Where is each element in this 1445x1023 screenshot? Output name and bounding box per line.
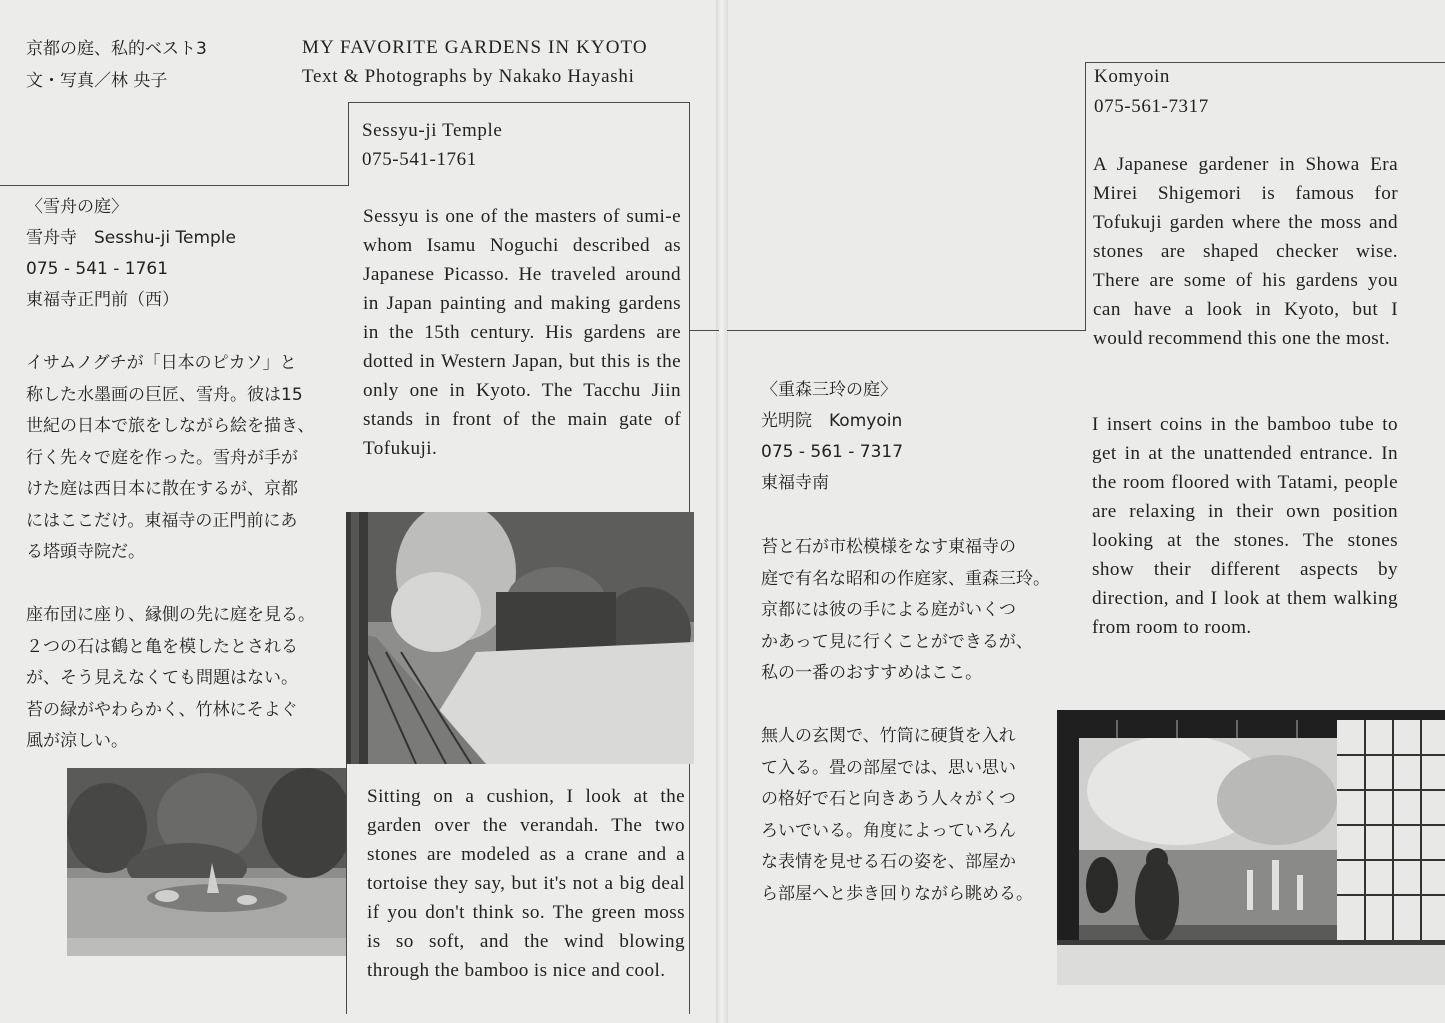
frame-line xyxy=(727,330,1085,331)
jp-series-title: 京都の庭、私的ベスト3 xyxy=(26,39,207,59)
frame-line xyxy=(689,330,719,331)
text-line: が、そう見えなくても問題はない。 xyxy=(26,668,298,688)
text-line: 風が涼しい。 xyxy=(26,731,128,751)
frame-line xyxy=(348,102,349,186)
text-line: 私の一番のおすすめはここ。 xyxy=(761,663,983,683)
en-credit: Text & Photographs by Nakako Hayashi xyxy=(302,66,635,87)
text-line: 行く先々で庭を作った。雪舟が手が xyxy=(26,447,298,468)
text-line: 称した水墨画の巨匠、雪舟。彼は15 xyxy=(26,384,303,405)
komyoin-en-para2: I insert coins in the bamboo tube to get in at the unattended entrance. In the room floored with Tatami, people are relaxing in their own position looking at the stones. The stones show their different aspects by direction, and I look at them walking from room to room. xyxy=(1092,414,1398,638)
text-line: 無人の玄関で、竹筒に硬貨を入れ xyxy=(761,726,1016,746)
komyoin-jp-heading: 〈重森三玲の庭〉 xyxy=(761,380,897,400)
sesshu-jp-heading: 〈雪舟の庭〉 xyxy=(26,197,128,217)
text-line: ろいでいる。角度によっていろん xyxy=(761,820,1016,841)
rock-garden-photo xyxy=(67,768,346,956)
komyoin-jp-name: 光明院 Komyoin xyxy=(761,411,903,431)
text-line: にはここだけ。東福寺の正門前にあ xyxy=(26,510,298,531)
komyoin-jp-para2 xyxy=(761,721,1033,910)
komyoin-en-phone: 075-561-7317 xyxy=(1094,96,1209,117)
text-line: る塔頭寺院だ。 xyxy=(26,542,145,562)
komyoin-jp-phone: 075 - 561 - 7317 xyxy=(761,442,904,462)
en-title: MY FAVORITE GARDENS IN KYOTO xyxy=(302,37,648,58)
text-line: 座布団に座り、縁側の先に庭を見る。 xyxy=(26,605,315,625)
book-gutter xyxy=(716,0,728,1023)
komyoin-jp-para1 xyxy=(761,532,1050,690)
text-line: 京都には彼の手による庭がいくつ xyxy=(761,600,1016,620)
text-line: な表情を見せる石の姿を、部屋か xyxy=(761,852,1016,872)
sesshu-en-para1: Sessyu is one of the masters of sumi-e whom Isamu Noguchi described as Japanese Picasso. He traveled around in Japan painting and making gardens in the 15th century. His gardens are dotted in Western Japan, but this is the only one in Kyoto. The Tacchu Jiin stands in front of the main gate of Tofukuji. xyxy=(363,206,681,459)
sesshu-jp-para2 xyxy=(26,600,315,758)
sesshu-en-name: Sessyu-ji Temple xyxy=(362,120,503,141)
jp-credit: 文・写真／林 央子 xyxy=(26,71,168,91)
sesshu-en-phone: 075-541-1761 xyxy=(362,149,477,170)
sesshu-jp-phone: 075 - 541 - 1761 xyxy=(26,259,169,279)
sesshu-jp-location: 東福寺正門前（西） xyxy=(26,290,179,310)
komyoin-jp-location: 東福寺南 xyxy=(761,473,829,493)
verandah-garden-photo xyxy=(346,512,694,764)
text-line: けた庭は西日本に散在するが、京都 xyxy=(26,479,298,499)
text-line: イサムノグチが「日本のピカソ」と xyxy=(26,353,297,373)
text-line: ら部屋へと歩き回りながら眺める。 xyxy=(761,883,1033,904)
text-line: て入る。畳の部屋では、思い思い xyxy=(761,757,1016,778)
komyoin-en-name: Komyoin xyxy=(1094,66,1170,87)
text-line: 苔と石が市松模様をなす東福寺の xyxy=(761,537,1016,557)
text-line: かあって見に行くことができるが、 xyxy=(761,631,1033,652)
sesshu-jp-name: 雪舟寺 Sesshu-ji Temple xyxy=(26,228,236,248)
text-line: 庭で有名な昭和の作庭家、重森三玲。 xyxy=(761,568,1050,589)
komyoin-en-para1: A Japanese gardener in Showa Era Mirei Shigemori is famous for Tofukuji garden where the moss and stones are shaped checker wise. There are some of his gardens you can have a look in Kyoto, but I would recommend this one the most. xyxy=(1093,154,1398,349)
frame-line xyxy=(0,185,349,186)
frame-line xyxy=(346,764,347,1014)
text-line: の格好で石と向きあう人々がくつ xyxy=(761,789,1016,809)
text-line: ２つの石は鶴と亀を模したとされる xyxy=(26,636,298,657)
sesshu-jp-para1 xyxy=(26,348,314,569)
text-line: 世紀の日本で旅をしながら絵を描き、 xyxy=(26,416,315,436)
text-line: 苔の緑がやわらかく、竹林にそよぐ xyxy=(26,699,298,720)
frame-line xyxy=(348,102,690,103)
frame-line xyxy=(1085,62,1086,331)
frame-line xyxy=(689,764,690,1014)
frame-line xyxy=(689,102,690,512)
sesshu-en-para2: Sitting on a cushion, I look at the garden over the verandah. The two stones are modeled as a crane and a tortoise they say, but it's not a big deal if you don't think so. The green moss is so soft, and the wind blowing through the bamboo is nice and cool. xyxy=(367,786,685,981)
tatami-room-photo xyxy=(1057,710,1445,985)
